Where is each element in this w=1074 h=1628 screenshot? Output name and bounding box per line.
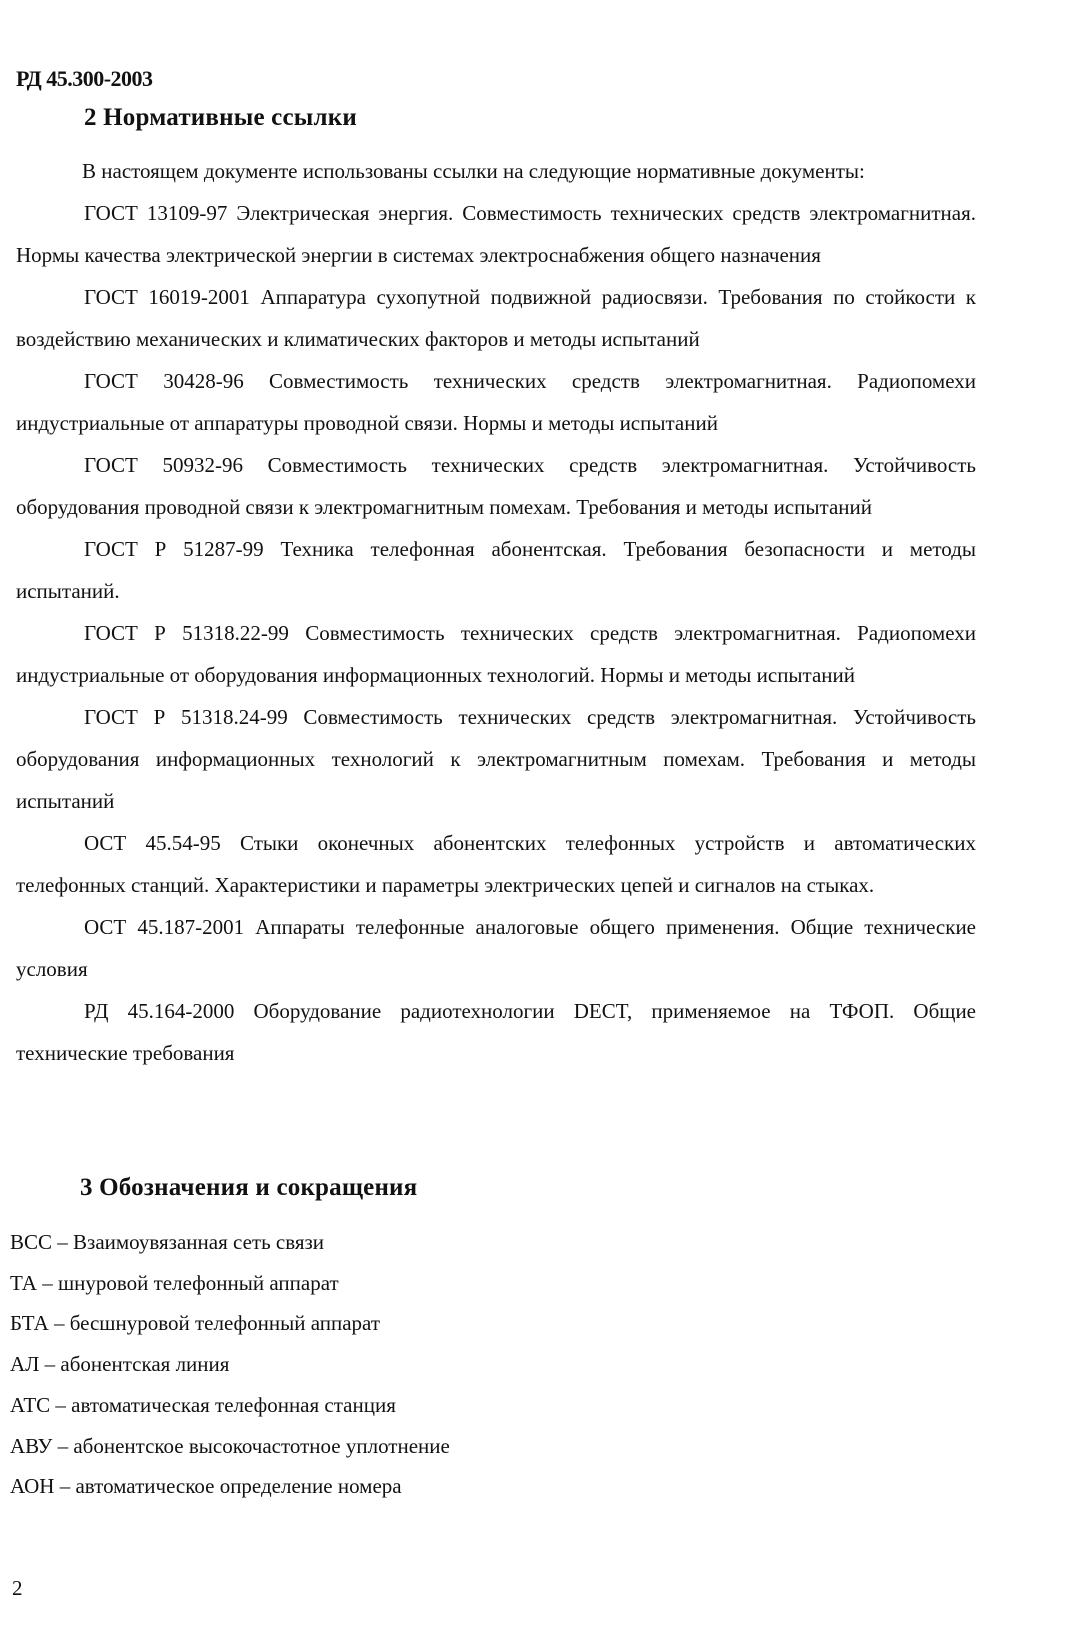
document-code: РД 45.300-2003: [16, 66, 153, 91]
abbreviation-item: БТА – бесшнуровой телефонный аппарат: [10, 1311, 381, 1336]
abbreviation-item: ТА – шнуровой телефонный аппарат: [10, 1270, 339, 1295]
reference-item: ГОСТ Р 51318.24-99 Совместимость технических средств электромагнитная. Устойчивость оборудования информационных технологий к электромагнитным помехам. Требования и методы испытаний: [16, 705, 976, 813]
reference-item: ГОСТ Р 51318.22-99 Совместимость технических средств электромагнитная. Радиопомехи индустриальные от оборудования информационных технологий. Нормы и методы испытаний: [16, 621, 976, 687]
reference-item: ОСТ 45.187-2001 Аппараты телефонные аналоговые общего применения. Общие технические условия: [16, 915, 976, 981]
reference-item: ОСТ 45.54-95 Стыки оконечных абонентских телефонных устройств и автоматических телефонных станций. Характеристики и параметры электрических цепей и сигналов на стыках.: [16, 831, 976, 897]
reference-item: ГОСТ 30428-96 Совместимость технических средств электромагнитная. Радиопомехи индустриальные от аппаратуры проводной связи. Нормы и методы испытаний: [16, 369, 976, 435]
normative-references: [16, 150, 976, 1074]
references-intro: В настоящем документе использованы ссылки на следующие нормативные документы:: [82, 159, 865, 183]
page-number: 2: [12, 1576, 23, 1600]
reference-item: РД 45.164-2000 Оборудование радиотехнологии DECT, применяемое на ТФОП. Общие технические требования: [16, 999, 976, 1065]
section-3-title: 3 Обозначения и сокращения: [80, 1174, 418, 1201]
reference-item: ГОСТ 50932-96 Совместимость технических средств электромагнитная. Устойчивость оборудования проводной связи к электромагнитным помехам. Требования и методы испытаний: [16, 453, 976, 519]
abbreviation-item: АВУ – абонентское высокочастотное уплотнение: [10, 1433, 450, 1458]
abbreviation-item: ВСС – Взаимоувязанная сеть связи: [10, 1230, 325, 1254]
reference-item: ГОСТ Р 51287-99 Техника телефонная абонентская. Требования безопасности и методы испытаний.: [16, 537, 976, 603]
abbreviations-list: [10, 1222, 970, 1507]
abbreviation-item: АТС – автоматическая телефонная станция: [10, 1392, 396, 1417]
abbreviation-item: АОН – автоматическое определение номера: [10, 1474, 402, 1499]
reference-item: ГОСТ 13109-97 Электрическая энергия. Совместимость технических средств электромагнитная. Нормы качества электрической энергии в системах электроснабжения общего назначения: [16, 201, 976, 267]
abbreviation-item: АЛ – абонентская линия: [10, 1352, 230, 1377]
section-2-title: 2 Нормативные ссылки: [84, 104, 357, 131]
reference-item: ГОСТ 16019-2001 Аппаратура сухопутной подвижной радиосвязи. Требования по стойкости к воздействию механических и климатических факторов и методы испытаний: [16, 285, 976, 351]
